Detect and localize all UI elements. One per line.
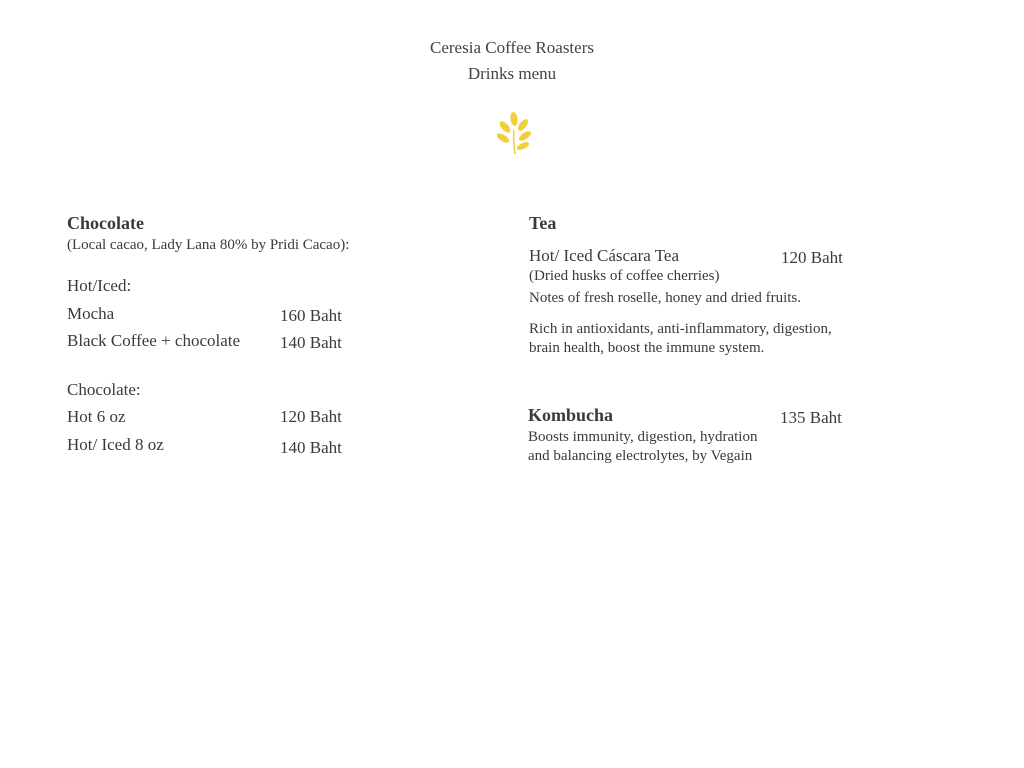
menu-item-name: Hot 6 oz	[67, 407, 126, 426]
tea-item-flavor-notes: Notes of fresh roselle, honey and dried fruits.	[529, 290, 802, 306]
shop-name: Ceresia Coffee Roasters	[430, 38, 594, 57]
menu-item-name: Hot/ Iced Cáscara Tea	[529, 246, 680, 265]
menu-item-name: Black Coffee + chocolate	[67, 331, 241, 350]
chocolate-section-title: Chocolate	[67, 213, 144, 233]
kombucha-description: and balancing electrolytes, by Vegain	[528, 448, 753, 464]
hot-iced-group-label: Hot/Iced:	[67, 276, 132, 295]
menu-title: Drinks menu	[467, 64, 557, 83]
menu-item-price: 160 Baht	[280, 306, 342, 325]
tea-item-note: (Dried husks of coffee cherries)	[529, 268, 720, 284]
tea-section-title: Tea	[529, 213, 557, 233]
kombucha-description: Boosts immunity, digestion, hydration	[528, 429, 758, 445]
chocolate-group-label: Chocolate:	[67, 380, 141, 399]
menu-item-price: 140 Baht	[280, 438, 342, 457]
menu-item-name: Mocha	[67, 304, 115, 323]
tea-item-benefits: brain health, boost the immune system.	[529, 340, 765, 356]
menu-item-price: 135 Baht	[780, 408, 842, 427]
menu-item-price: 120 Baht	[781, 248, 843, 267]
menu-item-price: 140 Baht	[280, 333, 342, 352]
menu-item-name: Hot/ Iced 8 oz	[67, 435, 164, 454]
chocolate-note: (Local cacao, Lady Lana 80% by Pridi Cacao):	[67, 237, 350, 253]
tea-item-benefits: Rich in antioxidants, anti-inflammatory, digestion,	[529, 321, 832, 337]
wheat-leaf-icon	[494, 110, 536, 156]
kombucha-section-title: Kombucha	[528, 405, 614, 425]
menu-item-price: 120 Baht	[280, 407, 342, 426]
